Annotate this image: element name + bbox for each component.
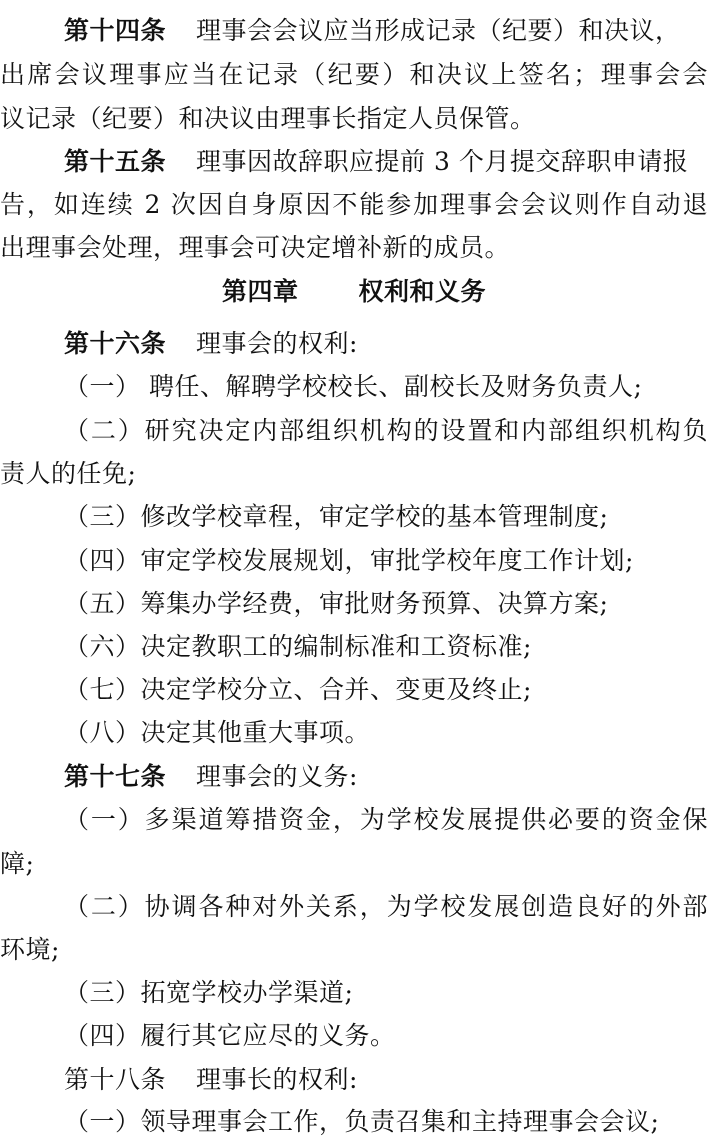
article-18-intro: 理事长的权利: <box>196 1065 358 1094</box>
article-17-item-1-line-1: （一）多渠道筹措资金，为学校发展提供必要的资金保 <box>64 805 708 834</box>
article-16-intro: 理事会的权利: <box>196 329 358 358</box>
article-17-intro: 理事会的义务: <box>196 762 358 791</box>
article-16-item-1: （一） 聘任、解聘学校校长、副校长及财务负责人; <box>64 372 643 401</box>
article-16-item-8: （八）决定其他重大事项。 <box>64 718 371 747</box>
article-15-line-2: 告，如连续 2 次因自身原因不能参加理事会会议则作自动退 <box>0 190 708 219</box>
article-17-item-4: （四）履行其它应尽的义务。 <box>64 1021 396 1050</box>
chapter-name: 权利和义务 <box>358 277 487 306</box>
article-16-item-4: （四）审定学校发展规划，审批学校年度工作计划; <box>64 546 634 575</box>
article-17-line-1 <box>0 762 708 792</box>
article-16-item-6: （六）决定教职工的编制标准和工资标准; <box>64 632 532 661</box>
article-18-item-1: （一）领导理事会工作，负责召集和主持理事会会议; <box>64 1107 660 1136</box>
article-16-item-5: （五）筹集办学经费，审批财务预算、决算方案; <box>64 589 609 618</box>
article-17-item-2-line-2: 环境; <box>0 935 60 964</box>
article-15-line-3: 出理事会处理，理事会可决定增补新的成员。 <box>0 233 511 262</box>
article-14-text-1: 理事会会议应当形成记录（纪要）和决议， <box>196 16 681 45</box>
article-18-title: 第十八条 <box>64 1065 167 1094</box>
article-17-item-2-line-1: （二）协调各种对外关系，为学校发展创造良好的外部 <box>64 892 708 921</box>
article-17-item-1-line-2: 障; <box>0 849 35 878</box>
article-17-title: 第十七条 <box>64 762 167 791</box>
article-15-line-1 <box>0 147 708 177</box>
article-16-item-3: （三）修改学校章程，审定学校的基本管理制度; <box>64 502 609 531</box>
article-16-item-7: （七）决定学校分立、合并、变更及终止; <box>64 675 532 704</box>
article-16-title: 第十六条 <box>64 329 167 358</box>
article-17-item-3: （三）拓宽学校办学渠道; <box>64 978 354 1007</box>
article-18-line-1 <box>0 1065 708 1095</box>
article-14-line-2: 出席会议理事应当在记录（纪要）和决议上签名；理事会会 <box>0 60 708 89</box>
chapter-heading <box>0 277 708 307</box>
article-16-item-2-line-2: 责人的任免; <box>0 459 137 488</box>
chapter-number: 第四章 <box>221 277 299 306</box>
article-14-line-3: 议记录（纪要）和决议由理事长指定人员保管。 <box>0 104 536 133</box>
article-14-line-1 <box>0 16 708 46</box>
article-15-text-1: 理事因故辞职应提前 3 个月提交辞职申请报 <box>196 147 689 176</box>
article-14-title: 第十四条 <box>64 16 167 45</box>
article-16-line-1 <box>0 329 708 359</box>
article-15-title: 第十五条 <box>64 147 167 176</box>
article-16-item-2-line-1: （二）研究决定内部组织机构的设置和内部组织机构负 <box>64 416 708 445</box>
